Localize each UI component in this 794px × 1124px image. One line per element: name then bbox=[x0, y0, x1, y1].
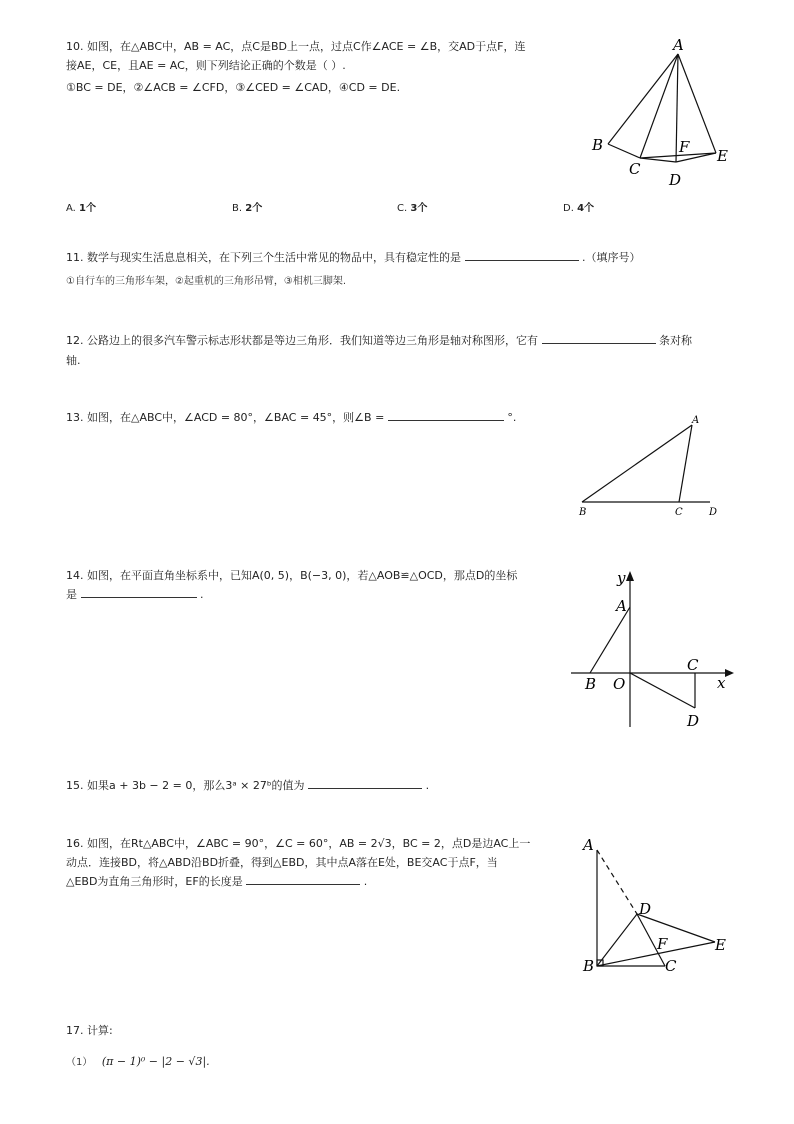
q14-figure bbox=[565, 565, 740, 735]
q10-option-a[interactable] bbox=[66, 199, 96, 214]
q16-suffix: . bbox=[363, 875, 368, 888]
q16-label-b: B bbox=[583, 957, 595, 975]
q12-question bbox=[66, 331, 692, 351]
q17-title: 17. 计算: bbox=[66, 1024, 113, 1037]
q10-line1: 10. 如图，在△ABC中，AB = AC，点C是BD上一点，过点C作∠ACE = ∠B，交AD于点F，连 bbox=[66, 40, 526, 53]
q10-label-c: C bbox=[629, 160, 641, 178]
q17-sub1 bbox=[66, 1052, 210, 1073]
q14-line2-text: 是 bbox=[66, 588, 77, 601]
q16-label-e: E bbox=[715, 936, 726, 954]
q11-text: 11. 数学与现实生活息息相关，在下列三个生活中常见的物品中，具有稳定性的是 bbox=[66, 251, 461, 264]
q10-label-f: F bbox=[679, 138, 690, 156]
q10-option-d[interactable] bbox=[563, 199, 594, 214]
q14-line1: 14. 如图，在平面直角坐标系中，已知A(0, 5)，B(−3, 0)，若△AOB≌△OCD，那点D的坐标 bbox=[66, 569, 518, 582]
q13-label-c: C bbox=[675, 507, 683, 518]
q14-answer-blank[interactable] bbox=[81, 585, 197, 598]
q15-suffix: . bbox=[425, 779, 430, 792]
q14-line2 bbox=[66, 585, 204, 605]
q10-label-b: B bbox=[592, 136, 604, 154]
q14-suffix: . bbox=[200, 588, 204, 601]
option-letter: B. bbox=[232, 203, 243, 214]
q10-option-c[interactable] bbox=[397, 199, 427, 214]
q16-label-c: C bbox=[665, 957, 677, 975]
q10-label-e: E bbox=[717, 147, 728, 165]
q16-line1: 16. 如图，在Rt△ABC中，∠ABC = 90°，∠C = 60°，AB = 2√3，BC = 2，点D是边AC上一 bbox=[66, 837, 531, 850]
q11-items: ①自行车的三角形车架，②起重机的三角形吊臂，③相机三脚架. bbox=[66, 276, 347, 287]
q14-label-d: D bbox=[687, 712, 700, 730]
q10-figure bbox=[580, 32, 740, 192]
y-axis-arrow-icon bbox=[626, 571, 634, 581]
q10-label-a: A bbox=[673, 36, 684, 54]
option-letter: A. bbox=[66, 203, 76, 214]
option-text: 2个 bbox=[245, 203, 263, 214]
q13-figure bbox=[572, 408, 732, 523]
q12-answer-blank[interactable] bbox=[542, 331, 656, 344]
q11-answer-blank[interactable] bbox=[465, 248, 579, 261]
option-letter: D. bbox=[563, 203, 574, 214]
q11-question bbox=[66, 248, 641, 268]
q12-text: 12. 公路边上的很多汽车警示标志形状都是等边三角形．我们知道等边三角形是轴对称图形，它有 bbox=[66, 334, 538, 347]
q16-line3 bbox=[66, 872, 367, 892]
q12-suffix: 条对称 bbox=[659, 334, 692, 347]
q13-question bbox=[66, 408, 516, 428]
q14-label-y: y bbox=[617, 569, 626, 587]
q13-label-b: B bbox=[579, 507, 587, 518]
q13-label-d: D bbox=[709, 507, 718, 518]
q16-label-d: D bbox=[639, 900, 652, 918]
q15-text: 15. 如果a + 3b − 2 = 0，那么3ᵃ × 27ᵇ的值为 bbox=[66, 779, 305, 792]
option-text: 3个 bbox=[410, 203, 428, 214]
q13-label-a: A bbox=[692, 415, 700, 426]
q14-label-x: x bbox=[717, 674, 726, 692]
q10-statements: ①BC = DE，②∠ACB = ∠CFD，③∠CED = ∠CAD，④CD = DE. bbox=[66, 81, 401, 94]
q10-label-d: D bbox=[669, 171, 682, 189]
q10-line2: 接AE，CE，且AE = AC，则下列结论正确的个数是（ ）. bbox=[66, 59, 346, 72]
q16-label-f: F bbox=[657, 935, 668, 953]
q11-suffix: .（填序号） bbox=[582, 251, 641, 264]
q17-sub1-label: （1） bbox=[66, 1057, 93, 1068]
q12-line2: 轴. bbox=[66, 354, 81, 367]
option-letter: C. bbox=[397, 203, 408, 214]
option-text: 4个 bbox=[577, 203, 595, 214]
x-axis-arrow-icon bbox=[725, 669, 734, 677]
q15-question bbox=[66, 776, 429, 796]
q14-label-a: A bbox=[616, 597, 627, 615]
q16-label-a: A bbox=[583, 836, 594, 854]
q14-label-o: O bbox=[613, 675, 626, 693]
q10-option-b[interactable] bbox=[232, 199, 262, 214]
q13-answer-blank[interactable] bbox=[388, 408, 504, 421]
q13-suffix: °. bbox=[507, 411, 517, 424]
q14-label-c: C bbox=[687, 656, 699, 674]
q13-text: 13. 如图，在△ABC中，∠ACD = 80°，∠BAC = 45°，则∠B = bbox=[66, 411, 385, 424]
q16-line2: 动点．连接BD，将△ABD沿BD折叠，得到△EBD，其中点A落在E处，BE交AC于点F，当 bbox=[66, 856, 498, 869]
option-text: 1个 bbox=[79, 203, 96, 214]
q16-figure bbox=[575, 830, 735, 980]
q15-answer-blank[interactable] bbox=[308, 776, 422, 789]
q16-line3-text: △EBD为直角三角形时，EF的长度是 bbox=[66, 875, 243, 888]
q14-label-b: B bbox=[585, 675, 597, 693]
q16-answer-blank[interactable] bbox=[246, 872, 360, 885]
q17-sub1-expression: (π − 1)⁰ − |2 − √3|. bbox=[101, 1055, 210, 1068]
